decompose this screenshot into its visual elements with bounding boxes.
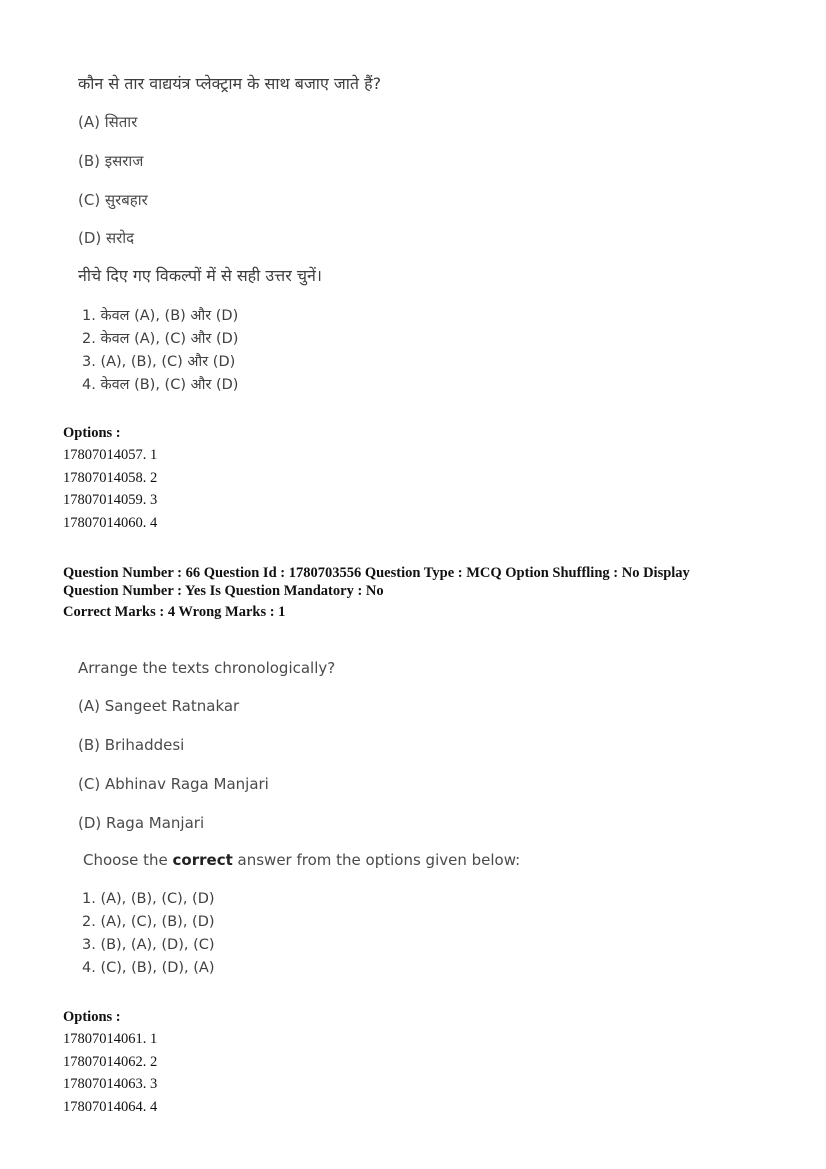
question-65-answer-4: 4. केवल (B), (C) और (D) (82, 377, 239, 393)
question-66-meta-line-3: Correct Marks : 4 Wrong Marks : 1 (63, 604, 286, 620)
question-65-item-a: (A) सितार (78, 113, 138, 131)
question-66-item-a: (A) Sangeet Ratnakar (78, 697, 240, 715)
option-66-4: 17807014064. 4 (63, 1099, 158, 1115)
option-66-2: 17807014062. 2 (63, 1054, 158, 1070)
question-65-item-d: (D) सरोद (78, 229, 135, 247)
options-65-label: Options : (63, 425, 121, 441)
option-65-3: 17807014059. 3 (63, 492, 158, 508)
question-66-answer-4: 4. (C), (B), (D), (A) (82, 960, 215, 976)
question-65-answer-2: 2. केवल (A), (C) और (D) (82, 331, 239, 347)
option-65-4: 17807014060. 4 (63, 515, 158, 531)
question-66-image (78, 0, 778, 1000)
question-66-meta-line-1: Question Number : 66 Question Id : 1780703556 Question Type : MCQ Option Shuffling : No Display (63, 565, 690, 581)
question-65-item-b: (B) इसराज (78, 152, 144, 170)
question-65-answer-1: 1. केवल (A), (B) और (D) (82, 308, 239, 324)
option-65-1: 17807014057. 1 (63, 447, 158, 463)
options-66-label: Options : (63, 1009, 121, 1025)
question-66-item-d: (D) Raga Manjari (78, 814, 205, 832)
option-66-1: 17807014061. 1 (63, 1031, 158, 1047)
question-66-answer-2: 2. (A), (C), (B), (D) (82, 914, 215, 930)
question-66-item-b: (B) Brihaddesi (78, 736, 185, 754)
question-65-stem: कौन से तार वाद्ययंत्र प्लेक्ट्राम के साथ बजाए जाते हैं? (78, 74, 382, 93)
question-66-answer-3: 3. (B), (A), (D), (C) (82, 937, 215, 953)
question-66-answer-1: 1. (A), (B), (C), (D) (82, 891, 215, 907)
question-66-item-c: (C) Abhinav Raga Manjari (78, 775, 269, 793)
question-65-answer-3: 3. (A), (B), (C) और (D) (82, 354, 236, 370)
option-66-3: 17807014063. 3 (63, 1076, 158, 1092)
question-66-instruction: Choose the correct answer from the options given below: (83, 851, 521, 869)
option-65-2: 17807014058. 2 (63, 470, 158, 486)
question-65-instruction: नीचे दिए गए विकल्पों में से सही उत्तर चुनें। (78, 266, 322, 285)
question-66-stem: Arrange the texts chronologically? (78, 659, 336, 677)
question-66-meta-line-2: Question Number : Yes Is Question Mandatory : No (63, 583, 384, 599)
question-65-item-c: (C) सुरबहार (78, 191, 148, 209)
